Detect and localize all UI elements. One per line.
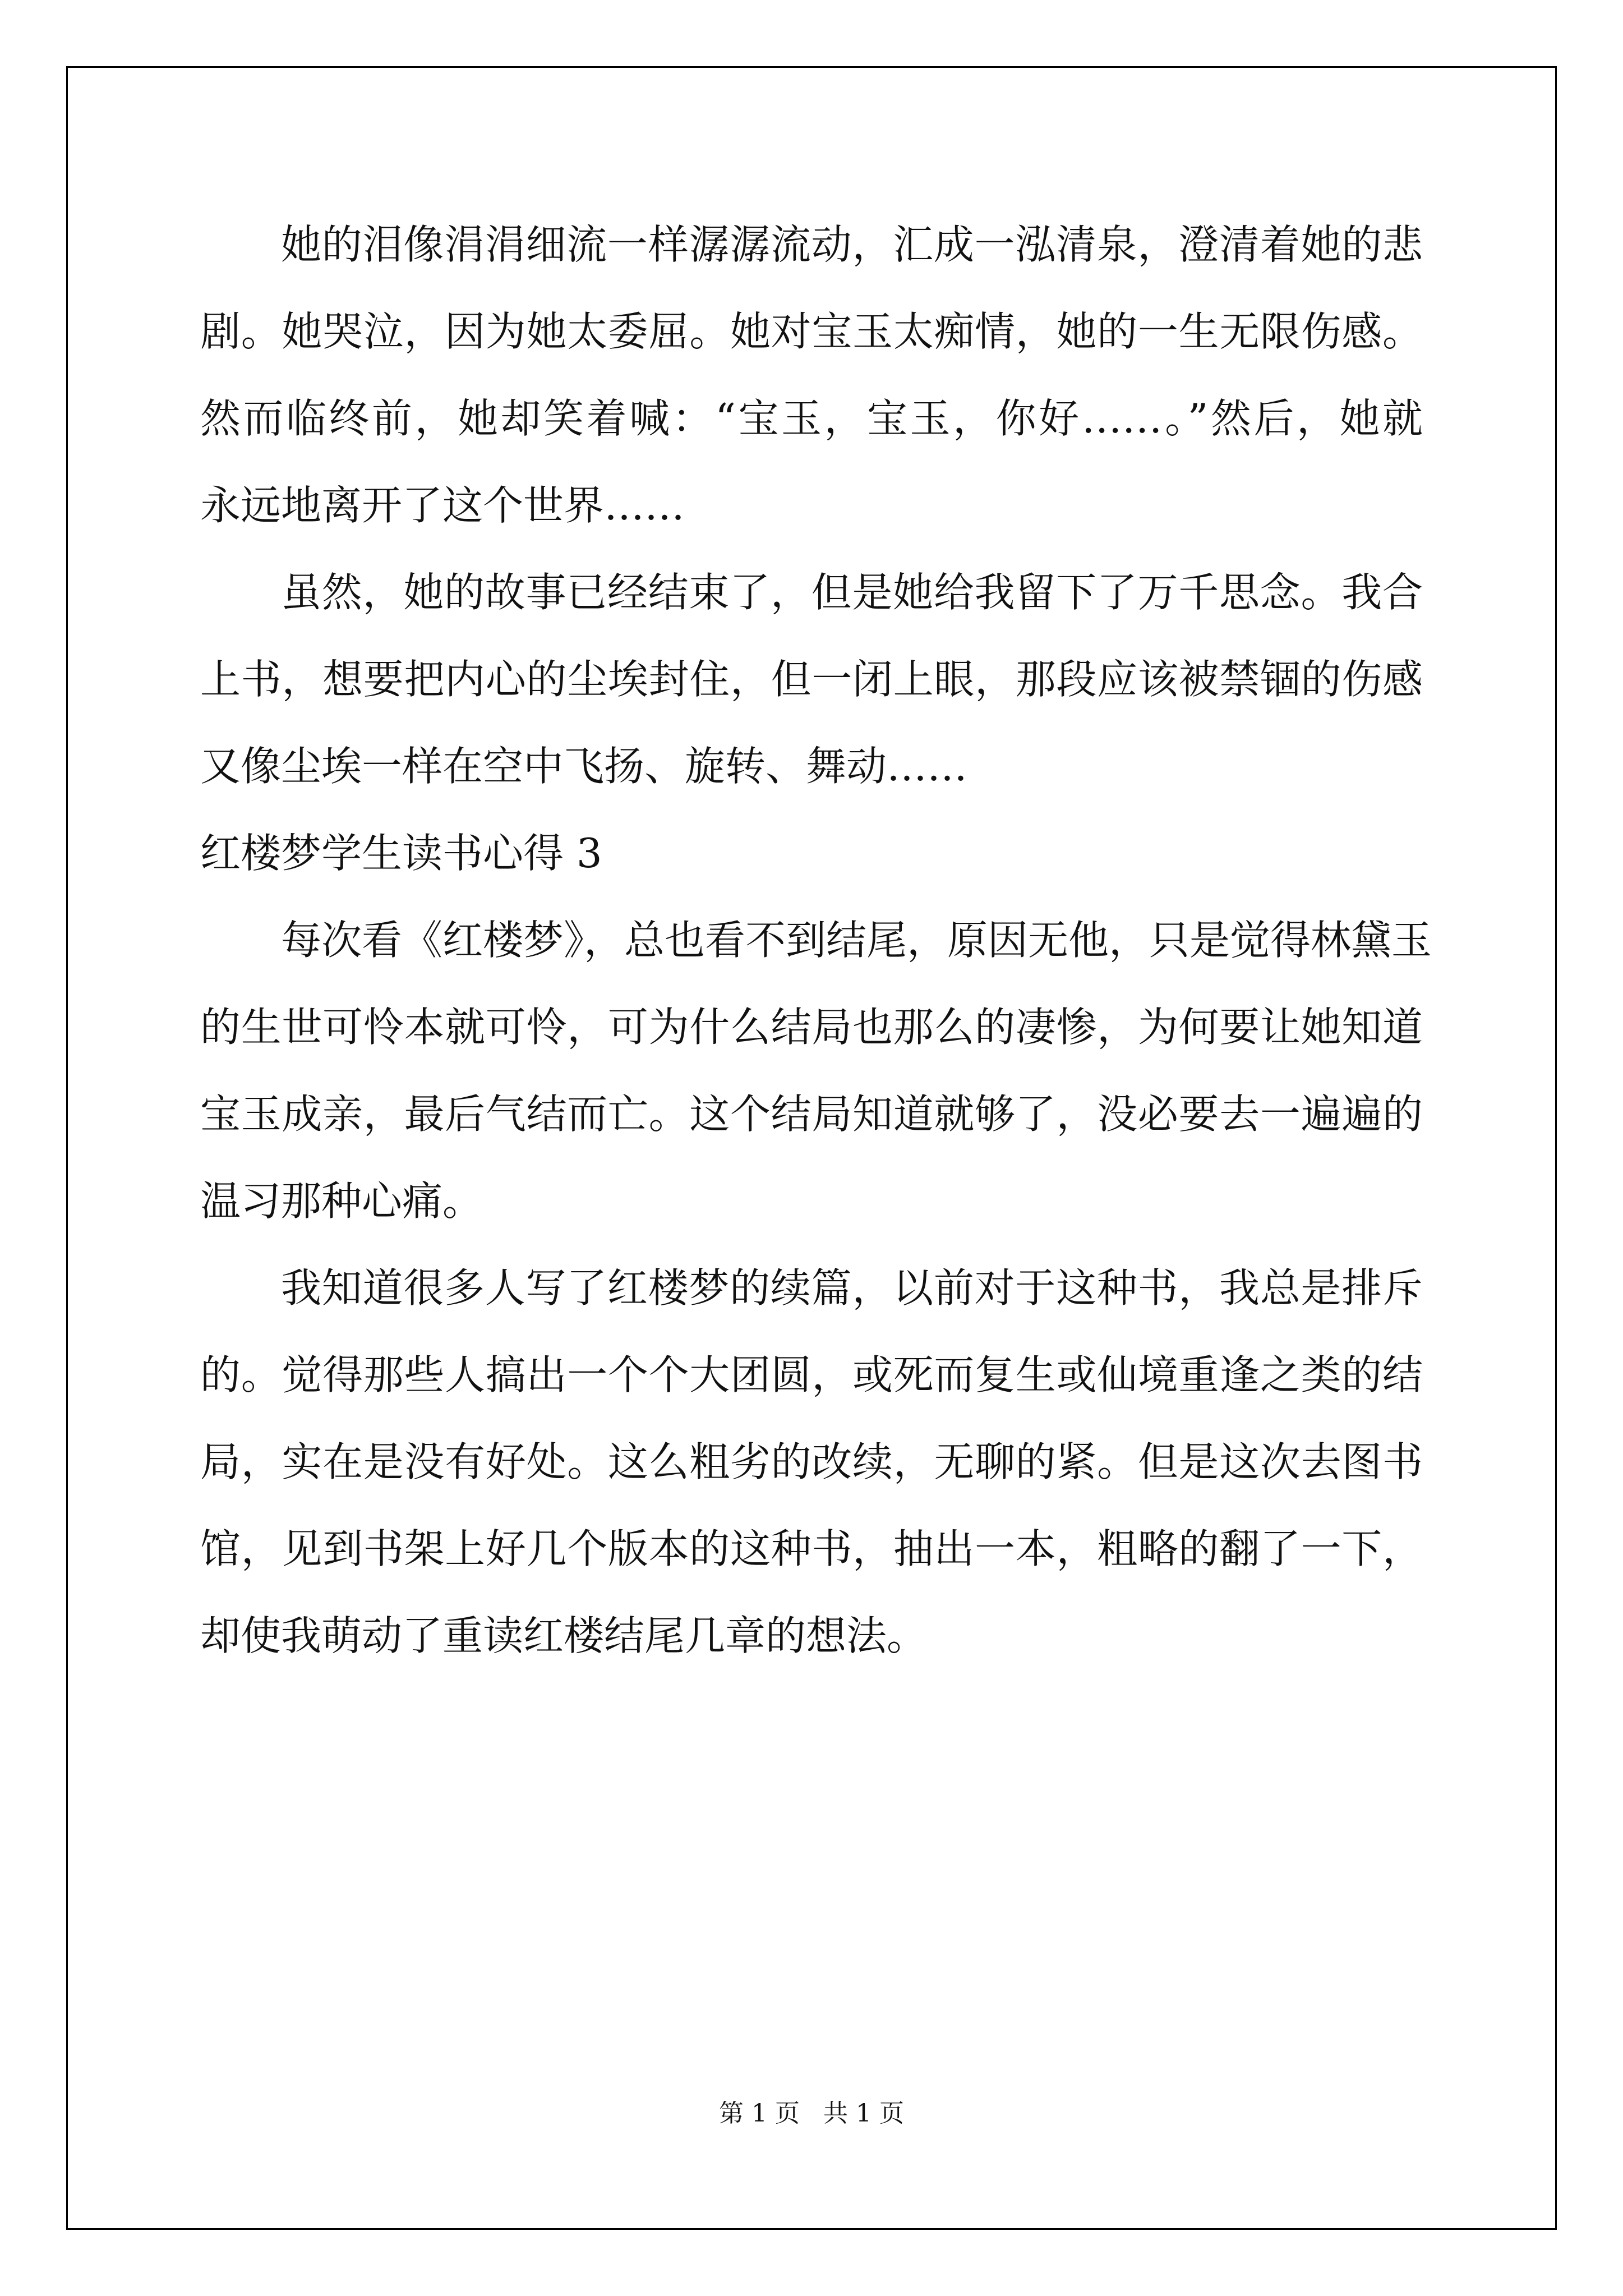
- paragraph-line: 宝玉成亲，最后气结而亡。这个结局知道就够了，没必要去一遍遍的: [200, 1091, 1423, 1138]
- paragraph-line: 却使我萌动了重读红楼结尾几章的想法。: [200, 1612, 928, 1659]
- paragraph-line: 的。觉得那些人搞出一个个大团圆，或死而复生或仙境重逢之类的结: [200, 1351, 1423, 1398]
- paragraph-line: 馆，见到书架上好几个版本的这种书，抽出一本，粗略的翻了一下，: [200, 1525, 1423, 1572]
- paragraph-line: 的生世可怜本就可怜，可为什么结局也那么的凄惨，为何要让她知道: [200, 1004, 1423, 1051]
- paragraph-line: 剧。她哭泣，因为她太委屈。她对宝玉太痴情，她的一生无限伤感。: [200, 308, 1423, 355]
- paragraph-line: 上书，想要把内心的尘埃封住，但一闭上眼，那段应该被禁锢的伤感: [200, 656, 1423, 703]
- section-heading: 红楼梦学生读书心得 3: [200, 830, 602, 877]
- page-footer: [0, 2097, 1623, 2131]
- paragraph-line: 又像尘埃一样在空中飞扬、旋转、舞动……: [200, 743, 968, 790]
- paragraph-line: 虽然，她的故事已经结束了，但是她给我留下了万千思念。我合: [281, 569, 1423, 616]
- paragraph-line: 每次看《红楼梦》，总也看不到结尾，原因无他，只是觉得林黛玉: [281, 917, 1432, 964]
- paragraph-line: 永远地离开了这个世界……: [200, 482, 685, 529]
- page-number: 第 1 页 共 1 页: [719, 2099, 904, 2128]
- paragraph-line: 温习那种心痛。: [200, 1177, 483, 1225]
- paragraph-line: 她的泪像涓涓细流一样潺潺流动，汇成一泓清泉，澄清着她的悲: [281, 221, 1423, 268]
- paragraph-line: 然而临终前，她却笑着喊：“宝玉，宝玉，你好……。”然后，她就: [200, 395, 1423, 442]
- paragraph-line: 我知道很多人写了红楼梦的续篇，以前对于这种书，我总是排斥: [281, 1264, 1423, 1312]
- paragraph-line: 局，实在是没有好处。这么粗劣的改续，无聊的紧。但是这次去图书: [200, 1438, 1423, 1485]
